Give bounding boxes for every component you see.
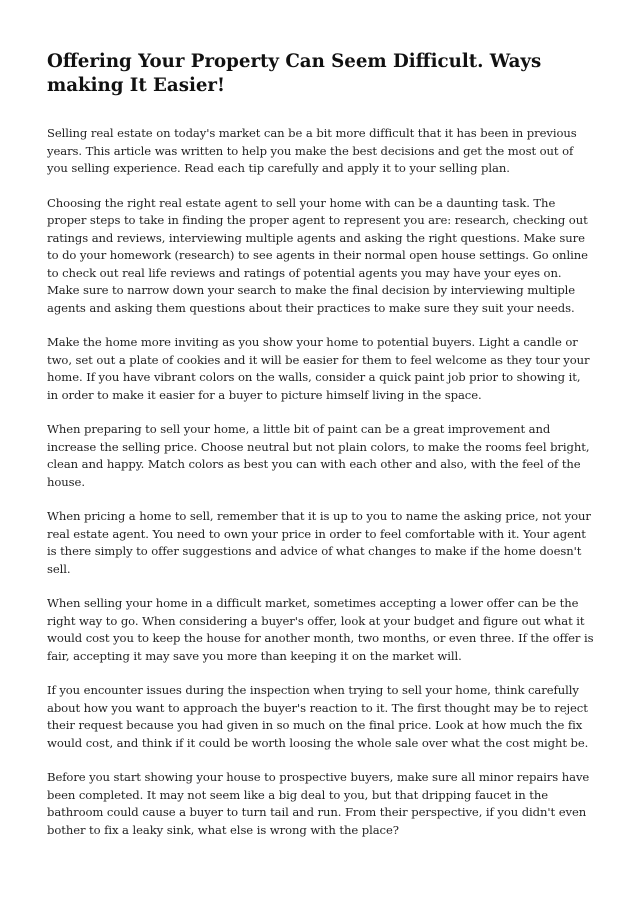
paragraph-inspection: If you encounter issues during the inspection when trying to sell your home, think carefully about how you want to approach the buyer's reaction to it. The first thought may be to reject their request because you had given in so much on the final price. Look at how much the fix would cost, and think if it could be worth loosing the whole sale over what the cost might be. <box>47 683 589 750</box>
paragraph-repairs: Before you start showing your house to prospective buyers, make sure all minor repairs have been completed. It may not seem like a big deal to you, but that dripping faucet in the bathroom could cause a buyer to turn tail and run. From their perspective, if you didn't even bother to fix a leaky sink, what else is wrong with the place? <box>47 770 590 837</box>
paragraph-intro: Selling real estate on today's market can be a bit more difficult that it has been in previous years. This article was written to help you make the best decisions and get the most out of you selling experience. Read each tip carefully and apply it to your selling plan. <box>47 126 577 175</box>
document-page <box>47 50 595 856</box>
paragraph-pricing: When pricing a home to sell, remember that it is up to you to name the asking price, not your real estate agent. You need to own your price in order to feel comfortable with it. Your agent is there simply to offer suggestions and advice of what changes to make if the home doesn't sell. <box>47 509 591 576</box>
paragraph-choosing-agent: Choosing the right real estate agent to sell your home with can be a daunting task. The proper steps to take in finding the proper agent to represent you are: research, checking out ratings and reviews, interviewing multiple agents and asking the right questions. Make sure to do your homework (research) to see agents in their normal open house settings. Go online to check out real life reviews and ratings of potential agents you may have your eyes on. Make sure to narrow down your search to make the final decision by interviewing multiple agents and asking them questions about their practices to make sure they suit your needs. <box>47 195 588 315</box>
paragraph-paint: When preparing to sell your home, a little bit of paint can be a great improvement and increase the selling price. Choose neutral but not plain colors, to make the rooms feel bright, clean and happy. Match colors as best you can with each other and also, with the feel of the house. <box>47 422 590 489</box>
paragraph-inviting-home: Make the home more inviting as you show your home to potential buyers. Light a candle or two, set out a plate of cookies and it will be easier for them to feel welcome as they tour your home. If you have vibrant colors on the walls, consider a quick paint job prior to showing it, in order to make it easier for a buyer to picture himself living in the space. <box>47 335 590 402</box>
document-title: Offering Your Property Can Seem Difficult. Ways making It Easier! <box>47 51 542 96</box>
paragraph-lower-offer: When selling your home in a difficult market, sometimes accepting a lower offer can be the right way to go. When considering a buyer's offer, look at your budget and figure out what it would cost you to keep the house for another month, two months, or even three. If the offer is fair, accepting it may save you more than keeping it on the market will. <box>47 596 594 663</box>
